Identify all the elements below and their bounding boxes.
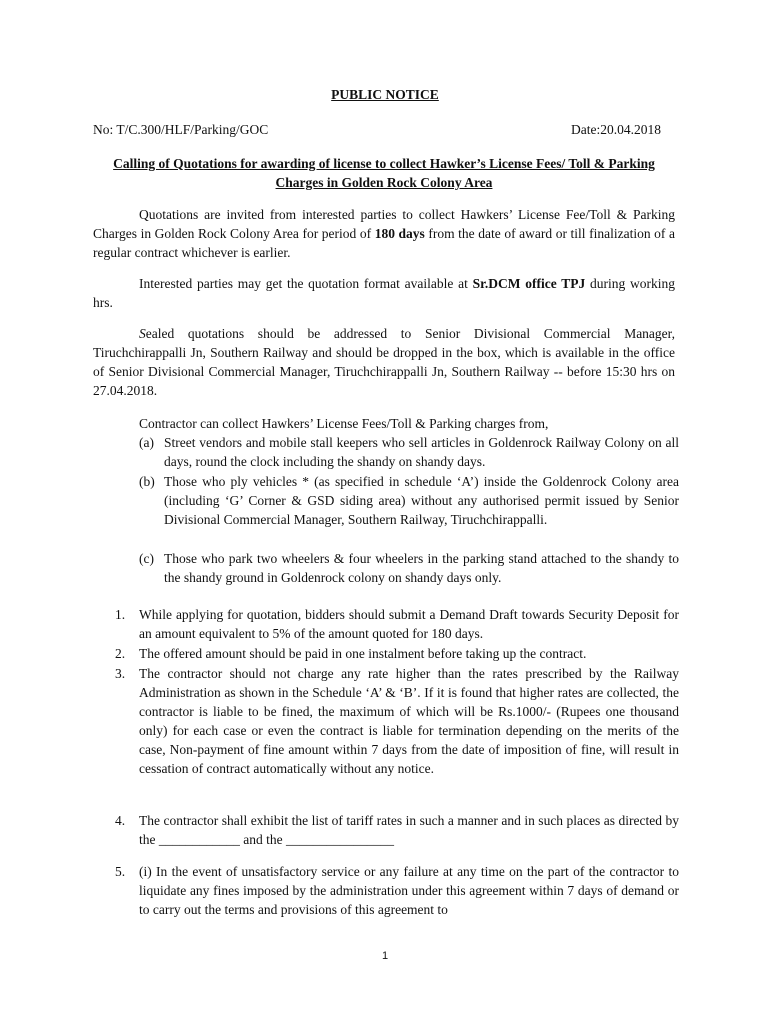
collection-item-text: Those who park two wheelers & four wheelers in the parking stand attached to the shandy to the shandy ground in Goldenrock colony on shandy days only. <box>164 551 679 585</box>
paragraph-format <box>93 274 675 312</box>
paragraph-invitation <box>93 205 675 262</box>
collection-item-label: (b) <box>139 474 155 489</box>
format-text-1: Interested parties may get the quotation format available at <box>139 276 473 291</box>
collection-item <box>139 549 679 587</box>
condition-item <box>115 605 679 643</box>
format-office: Sr.DCM office TPJ <box>472 276 586 291</box>
collection-item-label: (a) <box>139 435 154 450</box>
submission-text: ealed quotations should be addressed to Senior Divisional Commercial Manager, Tiruchchirappalli Jn, Southern Railway and should be dropped in the box, which is available in the office of Senior Divisional Commercial Manager, Tiruchchirappalli Jn, Southern Railway -- before 15:30 hrs on 27.04.2018. <box>93 326 675 398</box>
invitation-text-1: Quotations are invited from interested parties to collect Hawkers’ License Fee/Toll & Parking Charges in Golden Rock Colony Area for period of <box>93 207 675 241</box>
collection-item <box>139 472 679 529</box>
condition-text: The offered amount should be paid in one instalment before taking up the contract. <box>139 646 587 661</box>
condition-text: The contractor should not charge any rate higher than the rates prescribed by the Railway Administration as shown in the Schedule ‘A’ & ‘B’. If it is found that higher rates are collected, the contractor is liable to be fined, the maximum of which will be Rs.1000/- (Rupees one thousand only) for each case or even the contract is liable for termination depending on the merits of the case, Non-payment of fine amount within 7 days from the date of imposition of fine, will result in cessation of contract automatically without any notice. <box>139 666 679 776</box>
condition-item <box>115 644 679 663</box>
reference-number: No: T/C.300/HLF/Parking/GOC <box>93 122 269 137</box>
collection-item <box>139 433 679 471</box>
condition-text: While applying for quotation, bidders should submit a Demand Draft towards Security Deposit for an amount equivalent to 5% of the amount quoted for 180 days. <box>139 607 679 641</box>
invitation-text-2: from the date of award or till finalization of a regular contract whichever is earlier. <box>93 226 675 260</box>
condition-number: 3. <box>115 666 126 681</box>
condition-text: (i) In the event of unsatisfactory service or any failure at any time on the part of the contractor to liquidate any fines imposed by the administration under this agreement within 7 days of demand or to carry out the terms and provisions of this agreement to <box>139 864 679 917</box>
reference-line <box>93 122 675 138</box>
notice-subject: Calling of Quotations for awarding of license to collect Hawker’s License Fees/ Toll & Parking Charges in Golden Rock Colony Area <box>113 156 655 190</box>
condition-number: 4. <box>115 813 126 828</box>
format-text-2: during working hrs. <box>93 276 675 310</box>
page-number: 1 <box>381 950 389 962</box>
condition-number: 1. <box>115 607 126 622</box>
condition-number: 5. <box>115 864 126 879</box>
collection-item-text: Those who ply vehicles * (as specified in schedule ‘A’) inside the Goldenrock Colony area (including ‘G’ Corner & GSD siding area) without any authorised permit issued by Senior Divisional Commercial Manager, Southern Railway, Tiruchchirappalli. <box>164 474 679 527</box>
condition-item <box>115 664 679 778</box>
collection-item-text: Street vendors and mobile stall keepers who sell articles in Goldenrock Railway Colony on all days, round the clock including the shandy on shandy days. <box>164 435 679 469</box>
submission-initial: S <box>139 326 146 341</box>
paragraph-submission <box>93 324 675 400</box>
condition-text: The contractor shall exhibit the list of tariff rates in such a manner and in such places as directed by the ____________ and the ________________ <box>139 813 679 847</box>
notice-title: PUBLIC NOTICE <box>331 87 439 102</box>
invitation-period: 180 days <box>374 226 425 241</box>
condition-item <box>115 811 679 849</box>
collection-item-label: (c) <box>139 551 154 566</box>
collection-lead: Contractor can collect Hawkers’ License Fees/Toll & Parking charges from, <box>139 416 549 431</box>
condition-number: 2. <box>115 646 126 661</box>
notice-date: Date:20.04.2018 <box>571 122 661 137</box>
condition-item <box>115 862 679 919</box>
